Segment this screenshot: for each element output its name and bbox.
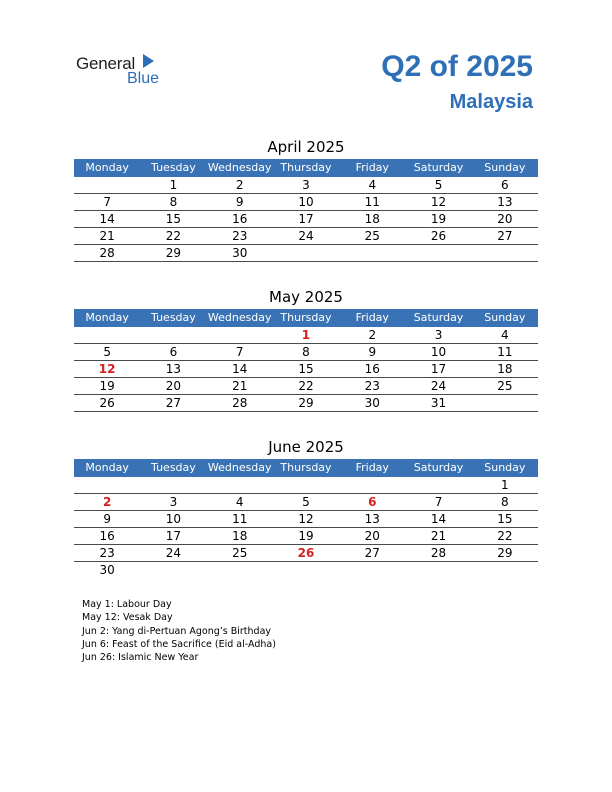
day-cell: 30 bbox=[99, 563, 115, 577]
day-cell: 30 bbox=[232, 246, 248, 260]
day-cell: 13 bbox=[165, 362, 182, 376]
weekday-label: Saturday bbox=[413, 461, 464, 474]
day-cell: 19 bbox=[430, 212, 447, 226]
day-cell: 20 bbox=[497, 212, 513, 226]
day-cell bbox=[472, 562, 538, 578]
weekday-label: Saturday bbox=[413, 161, 464, 174]
day-cell bbox=[405, 245, 471, 261]
weekday-label: Monday bbox=[85, 461, 129, 474]
day-cell: 27 bbox=[165, 396, 182, 410]
day-cell: 30 bbox=[364, 396, 380, 410]
holiday-item: Jun 6: Feast of the Sacrifice (Eid al-Adha) bbox=[82, 638, 276, 650]
day-cell: 3 bbox=[169, 495, 178, 509]
week-row bbox=[74, 327, 538, 344]
holiday-item: May 12: Vesak Day bbox=[82, 612, 173, 624]
day-cell: 1 bbox=[501, 478, 509, 492]
day-cell bbox=[472, 395, 538, 411]
day-cell: 2 bbox=[235, 178, 244, 192]
holiday-item: Jun 26: Islamic New Year bbox=[82, 652, 199, 664]
week-row bbox=[74, 177, 538, 194]
day-cell: 22 bbox=[165, 229, 182, 243]
day-cell: 8 bbox=[501, 495, 509, 509]
day-cell: 3 bbox=[434, 328, 443, 342]
week-row bbox=[74, 511, 538, 528]
day-cell: 23 bbox=[364, 379, 380, 393]
day-cell: 13 bbox=[497, 195, 513, 209]
month-june bbox=[74, 437, 538, 578]
weekday-label: Thursday bbox=[280, 161, 332, 174]
day-cell: 19 bbox=[99, 379, 115, 393]
day-cell: 18 bbox=[497, 362, 513, 376]
day-cell bbox=[339, 477, 405, 493]
month-title: April 2025 bbox=[267, 138, 345, 156]
holiday-list bbox=[82, 598, 276, 664]
day-cell: 15 bbox=[298, 362, 314, 376]
day-cell: 28 bbox=[430, 546, 447, 560]
day-cell: 11 bbox=[497, 345, 513, 359]
weekday-label: Tuesday bbox=[151, 311, 196, 324]
day-cell: 29 bbox=[165, 246, 182, 260]
day-cell: 25 bbox=[497, 379, 513, 393]
day-cell: 22 bbox=[497, 529, 513, 543]
day-cell: 26 bbox=[297, 546, 315, 560]
day-cell: 24 bbox=[165, 546, 182, 560]
day-cell: 13 bbox=[364, 512, 380, 526]
day-cell: 2 bbox=[368, 328, 377, 342]
day-cell: 14 bbox=[430, 512, 447, 526]
day-cell: 10 bbox=[165, 512, 182, 526]
week-row bbox=[74, 211, 538, 228]
day-cell: 12 bbox=[298, 512, 314, 526]
day-cell: 4 bbox=[501, 328, 509, 342]
day-cell: 23 bbox=[232, 229, 248, 243]
day-cell: 17 bbox=[165, 529, 182, 543]
day-cell bbox=[207, 327, 273, 343]
day-cell bbox=[405, 477, 471, 493]
day-cell bbox=[405, 562, 471, 578]
day-cell: 31 bbox=[430, 396, 447, 410]
weekday-label: Saturday bbox=[413, 311, 464, 324]
day-cell: 7 bbox=[235, 345, 244, 359]
month-april bbox=[74, 137, 538, 262]
day-cell bbox=[339, 245, 405, 261]
day-cell: 14 bbox=[232, 362, 248, 376]
day-cell bbox=[140, 327, 206, 343]
week-row bbox=[74, 361, 538, 378]
day-cell bbox=[207, 562, 273, 578]
day-cell: 8 bbox=[302, 345, 310, 359]
weekday-label: Thursday bbox=[280, 311, 332, 324]
week-row bbox=[74, 395, 538, 412]
day-cell: 12 bbox=[98, 362, 116, 376]
day-cell: 9 bbox=[368, 345, 377, 359]
week-row bbox=[74, 245, 538, 262]
day-cell bbox=[74, 177, 140, 193]
day-cell bbox=[140, 477, 206, 493]
day-cell bbox=[74, 327, 140, 343]
day-cell: 17 bbox=[430, 362, 447, 376]
day-cell bbox=[273, 477, 339, 493]
day-cell: 20 bbox=[364, 529, 380, 543]
weekday-label: Friday bbox=[355, 461, 389, 474]
day-cell: 6 bbox=[368, 495, 377, 509]
weekday-label: Tuesday bbox=[151, 461, 196, 474]
country-name: Malaysia bbox=[449, 91, 533, 113]
day-cell: 15 bbox=[497, 512, 513, 526]
weekday-label: Wednesday bbox=[207, 161, 272, 174]
day-cell: 7 bbox=[434, 495, 443, 509]
day-cell: 9 bbox=[103, 512, 111, 526]
month-title: June 2025 bbox=[268, 438, 344, 456]
weekday-label: Sunday bbox=[484, 161, 526, 174]
weekday-label: Wednesday bbox=[207, 311, 272, 324]
day-cell: 28 bbox=[99, 246, 115, 260]
day-cell: 24 bbox=[298, 229, 314, 243]
day-cell: 28 bbox=[232, 396, 248, 410]
day-cell: 22 bbox=[298, 379, 314, 393]
day-cell: 23 bbox=[99, 546, 115, 560]
weekday-label: Sunday bbox=[484, 461, 526, 474]
week-row bbox=[74, 194, 538, 211]
day-cell: 11 bbox=[232, 512, 248, 526]
day-cell: 1 bbox=[169, 178, 178, 192]
day-cell: 4 bbox=[235, 495, 244, 509]
day-cell: 29 bbox=[497, 546, 513, 560]
day-cell: 26 bbox=[99, 396, 115, 410]
weekday-label: Monday bbox=[85, 161, 129, 174]
day-cell: 5 bbox=[103, 345, 111, 359]
day-cell: 25 bbox=[232, 546, 248, 560]
day-cell: 21 bbox=[232, 379, 248, 393]
generalblue-logo bbox=[76, 52, 176, 88]
day-cell: 10 bbox=[430, 345, 447, 359]
day-cell: 4 bbox=[368, 178, 377, 192]
week-row bbox=[74, 545, 538, 562]
day-cell: 26 bbox=[430, 229, 447, 243]
week-row bbox=[74, 344, 538, 361]
day-cell: 18 bbox=[232, 529, 248, 543]
day-cell: 16 bbox=[364, 362, 380, 376]
day-cell: 6 bbox=[169, 345, 178, 359]
day-cell: 1 bbox=[301, 328, 311, 342]
day-cell: 16 bbox=[99, 529, 115, 543]
month-title: May 2025 bbox=[269, 288, 343, 306]
weekday-label: Sunday bbox=[484, 311, 526, 324]
day-cell: 27 bbox=[364, 546, 380, 560]
day-cell: 19 bbox=[298, 529, 314, 543]
page-title: Q2 of 2025 bbox=[381, 50, 533, 83]
holiday-item: Jun 2: Yang di-Pertuan Agong’s Birthday bbox=[82, 625, 272, 637]
day-cell: 20 bbox=[165, 379, 182, 393]
day-cell: 21 bbox=[430, 529, 447, 543]
day-cell: 29 bbox=[298, 396, 314, 410]
weekday-label: Friday bbox=[355, 161, 389, 174]
weekday-label: Friday bbox=[355, 311, 389, 324]
day-cell: 9 bbox=[235, 195, 244, 209]
day-cell bbox=[339, 562, 405, 578]
holiday-item: May 1: Labour Day bbox=[82, 599, 172, 610]
week-row bbox=[74, 562, 538, 578]
day-cell: 15 bbox=[165, 212, 182, 226]
week-row bbox=[74, 378, 538, 395]
logo-word-general: General bbox=[76, 54, 136, 73]
weekday-header bbox=[74, 309, 538, 327]
day-cell: 24 bbox=[430, 379, 447, 393]
day-cell bbox=[273, 245, 339, 261]
day-cell: 2 bbox=[102, 495, 112, 509]
day-cell: 3 bbox=[302, 178, 310, 192]
day-cell bbox=[273, 562, 339, 578]
week-row bbox=[74, 494, 538, 511]
week-row bbox=[74, 528, 538, 545]
logo-word-blue: Blue bbox=[127, 70, 160, 87]
weekday-header bbox=[74, 459, 538, 477]
day-cell: 8 bbox=[169, 195, 178, 209]
day-cell bbox=[74, 477, 140, 493]
day-cell: 10 bbox=[298, 195, 314, 209]
day-cell: 25 bbox=[364, 229, 380, 243]
day-cell: 11 bbox=[364, 195, 380, 209]
day-cell: 16 bbox=[232, 212, 248, 226]
week-row bbox=[74, 477, 538, 494]
day-cell: 6 bbox=[501, 178, 509, 192]
day-cell: 21 bbox=[99, 229, 115, 243]
day-cell: 7 bbox=[103, 195, 111, 209]
weekday-label: Tuesday bbox=[151, 161, 196, 174]
day-cell: 5 bbox=[434, 178, 443, 192]
day-cell bbox=[207, 477, 273, 493]
day-cell bbox=[140, 562, 206, 578]
day-cell: 14 bbox=[99, 212, 115, 226]
weekday-header bbox=[74, 159, 538, 177]
day-cell: 18 bbox=[364, 212, 380, 226]
weekday-label: Thursday bbox=[280, 461, 332, 474]
logo-triangle-icon bbox=[141, 52, 155, 70]
day-cell: 12 bbox=[430, 195, 447, 209]
weekday-label: Monday bbox=[85, 311, 129, 324]
week-row bbox=[74, 228, 538, 245]
month-may bbox=[74, 287, 538, 412]
day-cell: 17 bbox=[298, 212, 314, 226]
weekday-label: Wednesday bbox=[207, 461, 272, 474]
day-cell bbox=[472, 245, 538, 261]
day-cell: 5 bbox=[302, 495, 310, 509]
day-cell: 27 bbox=[497, 229, 513, 243]
